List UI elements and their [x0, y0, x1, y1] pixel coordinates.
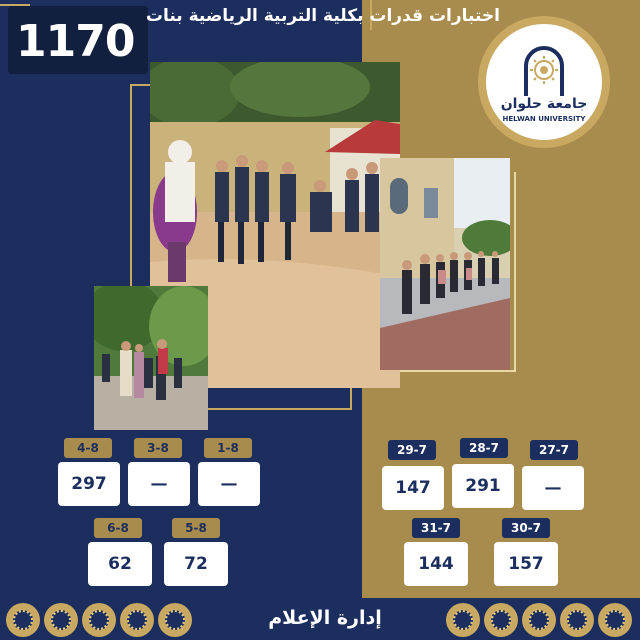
count-box: —	[128, 462, 190, 506]
total-count: 1170	[16, 16, 135, 67]
date-badge: 30-7	[502, 518, 550, 538]
date-badge: 1-8	[204, 438, 252, 458]
ornament-icon	[158, 603, 192, 637]
ornament-icon	[484, 603, 518, 637]
frame-line	[390, 370, 516, 372]
logo-english-name: HELWAN UNIVERSITY	[502, 115, 586, 123]
ornament-icon	[44, 603, 78, 637]
count-box: 72	[164, 542, 228, 586]
count-box: 62	[88, 542, 152, 586]
date-badge: 28-7	[460, 438, 508, 458]
count-box: —	[522, 466, 584, 510]
ornament-icon	[6, 603, 40, 637]
count-box: —	[198, 462, 260, 506]
ornament-icon	[82, 603, 116, 637]
total-box	[8, 6, 148, 74]
count-box: 144	[404, 542, 468, 586]
date-badge: 3-8	[134, 438, 182, 458]
date-badge: 4-8	[64, 438, 112, 458]
ornament-icon	[560, 603, 594, 637]
date-badge: 31-7	[412, 518, 460, 538]
count-box: 147	[382, 466, 444, 510]
university-emblem-icon	[520, 44, 568, 98]
footer-title: إدارة الإعلام	[268, 607, 382, 629]
date-badge: 29-7	[388, 440, 436, 460]
garden-photo	[94, 286, 208, 430]
frame-line	[514, 172, 516, 372]
count-box: 157	[494, 542, 558, 586]
date-badge: 6-8	[94, 518, 142, 538]
page-title: اختبارات قدرات بكلية التربية الرياضية بنات	[145, 6, 500, 26]
ornament-icon	[120, 603, 154, 637]
queue-photo	[380, 158, 510, 370]
ornament-icon	[598, 603, 632, 637]
logo-arabic-name: جامعة حلوان	[500, 96, 588, 112]
date-badge: 5-8	[172, 518, 220, 538]
ornament-icon	[522, 603, 556, 637]
date-badge: 27-7	[530, 440, 578, 460]
ornament-icon	[446, 603, 480, 637]
frame-line	[130, 84, 132, 294]
count-box: 297	[58, 462, 120, 506]
count-box: 291	[452, 464, 514, 508]
